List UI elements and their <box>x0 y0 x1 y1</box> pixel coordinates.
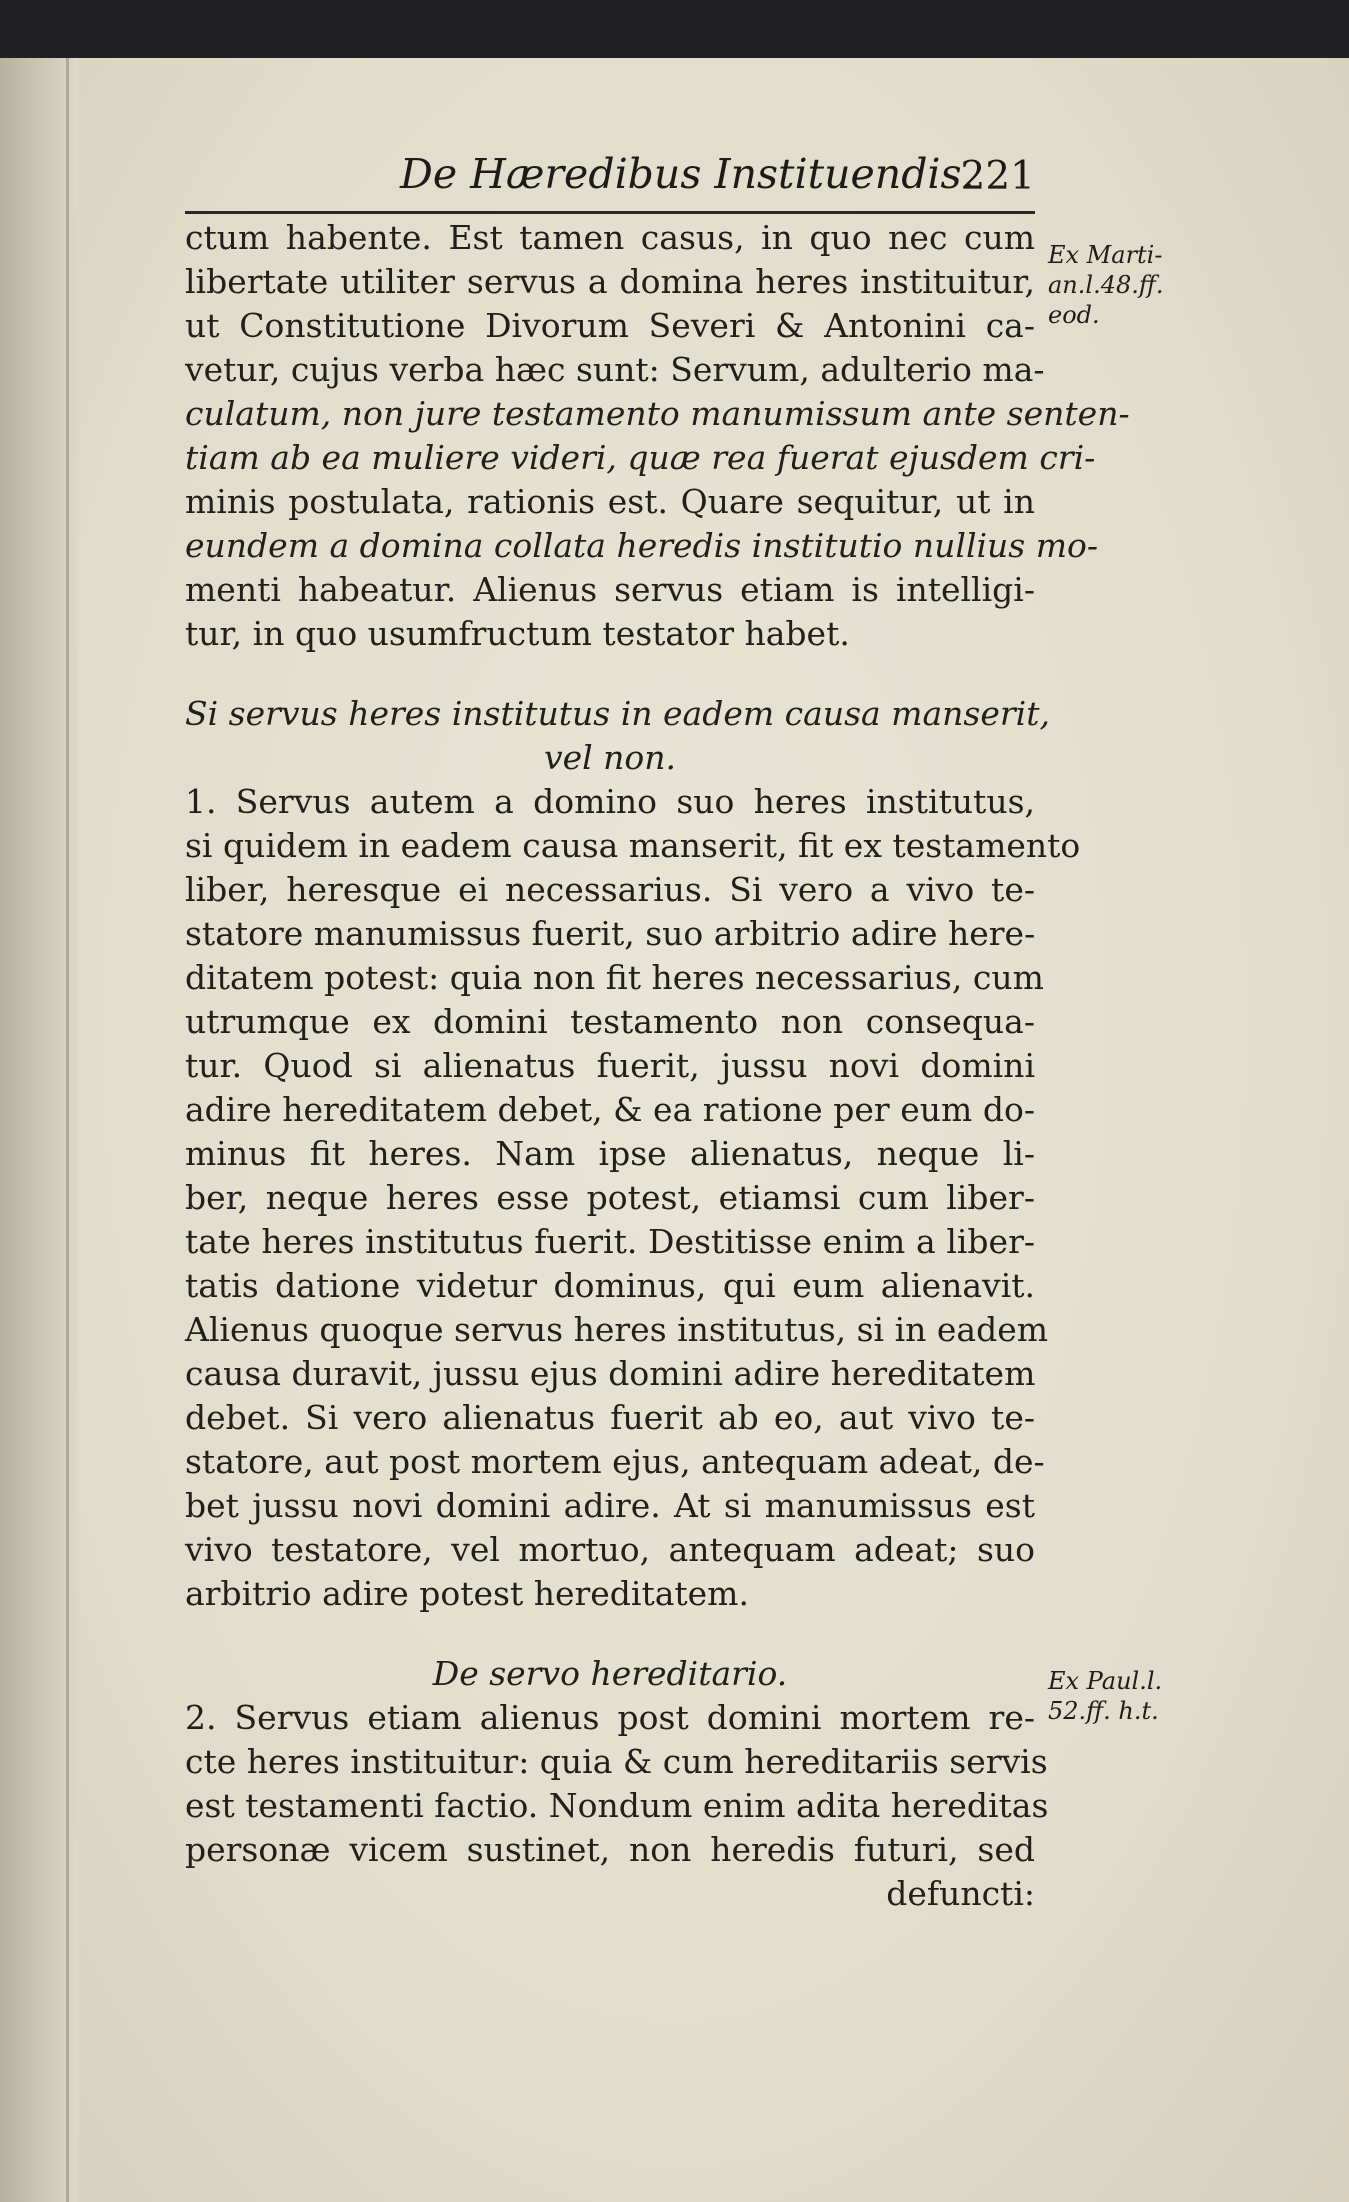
page-number: 221 <box>960 154 1035 199</box>
gutter-edge <box>66 58 69 2202</box>
text-line: vetur, cujus verba hæc sunt: Servum, adulterio ma- <box>185 350 1045 389</box>
text-line: statore, aut post mortem ejus, antequam adeat, de- <box>185 1442 1045 1481</box>
text-line: adire hereditatem debet, & ea ratione per eum do- <box>185 1090 1035 1129</box>
text-line: menti habeatur. Alienus servus etiam is intelligi- <box>185 570 1035 609</box>
text-line: tur, in quo usumfructum testator habet. <box>185 614 850 653</box>
scan-background <box>0 0 1349 60</box>
catchword: defuncti: <box>886 1874 1035 1913</box>
text-line: Alienus quoque servus heres institutus, si in eadem <box>185 1310 1049 1349</box>
text-line: minis postulata, rationis est. Quare sequitur, ut in <box>185 482 1035 521</box>
text-line: culatum, non jure testamento manumissum ante senten- <box>185 394 1130 433</box>
text-line: bet jussu novi domini adire. At si manumissus est <box>185 1486 1035 1525</box>
text-line: debet. Si vero alienatus fuerit ab eo, aut vivo te- <box>185 1398 1035 1437</box>
header-rule <box>185 211 1035 214</box>
running-head: De Hæredibus Instituendis. <box>400 150 975 198</box>
text-line: vivo testatore, vel mortuo, antequam adeat; suo <box>185 1530 1035 1569</box>
text-line: ut Constitutione Divorum Severi & Antonini ca- <box>185 306 1035 345</box>
margin-note-line: an.l.48.ff. <box>1048 271 1164 299</box>
text-line: 1. Servus autem a domino suo heres institutus, <box>185 782 1035 821</box>
margin-note-line: eod. <box>1048 301 1100 329</box>
text-line: libertate utiliter servus a domina heres instituitur, <box>185 262 1035 301</box>
text-line: est testamenti factio. Nondum enim adita hereditas <box>185 1786 1049 1825</box>
section-heading: Si servus heres institutus in eadem causa manserit, <box>185 694 1050 733</box>
text-line: tate heres institutus fuerit. Destitisse enim a liber- <box>185 1222 1035 1261</box>
margin-note-paul <box>1048 1666 1162 1726</box>
margin-note-line: Ex Paul.l. <box>1048 1667 1163 1695</box>
text-line: ctum habente. Est tamen casus, in quo nec cum <box>185 218 1035 257</box>
text-line: arbitrio adire potest hereditatem. <box>185 1574 749 1613</box>
section-heading-cont: vel non. <box>543 738 677 777</box>
margin-note-marcian <box>1048 240 1164 330</box>
text-line: tiam ab ea muliere videri, quæ rea fuerat ejusdem cri- <box>185 438 1096 477</box>
text-line: causa duravit, jussu ejus domini adire hereditatem <box>185 1354 1036 1393</box>
text-line: personæ vicem sustinet, non heredis futuri, sed <box>185 1830 1035 1869</box>
margin-note-line: 52.ff. h.t. <box>1048 1697 1159 1725</box>
text-line: ber, neque heres esse potest, etiamsi cum liber- <box>185 1178 1035 1217</box>
section-heading: De servo hereditario. <box>432 1654 788 1693</box>
text-line: liber, heresque ei necessarius. Si vero a vivo te- <box>185 870 1035 909</box>
text-line: statore manumissus fuerit, suo arbitrio adire here- <box>185 914 1036 953</box>
text-line: utrumque ex domini testamento non consequa- <box>185 1002 1035 1041</box>
paragraph-2 <box>185 780 1081 1616</box>
text-line: ditatem potest: quia non fit heres necessarius, cum <box>185 958 1044 997</box>
text-line: tur. Quod si alienatus fuerit, jussu novi domini <box>185 1046 1035 1085</box>
text-line: eundem a domina collata heredis institutio nullius mo- <box>185 526 1099 565</box>
text-line: 2. Servus etiam alienus post domini mortem re- <box>185 1698 1035 1737</box>
text-line: minus fit heres. Nam ipse alienatus, neque li- <box>185 1134 1035 1173</box>
page-header <box>185 150 1035 200</box>
text-line: cte heres instituitur: quia & cum hereditariis servis <box>185 1742 1048 1781</box>
text-line: si quidem in eadem causa manserit, fit ex testamento <box>185 826 1081 865</box>
margin-note-line: Ex Marti- <box>1048 241 1163 269</box>
text-line: tatis datione videtur dominus, qui eum alienavit. <box>185 1266 1035 1305</box>
paragraph-3 <box>185 1696 1049 1916</box>
